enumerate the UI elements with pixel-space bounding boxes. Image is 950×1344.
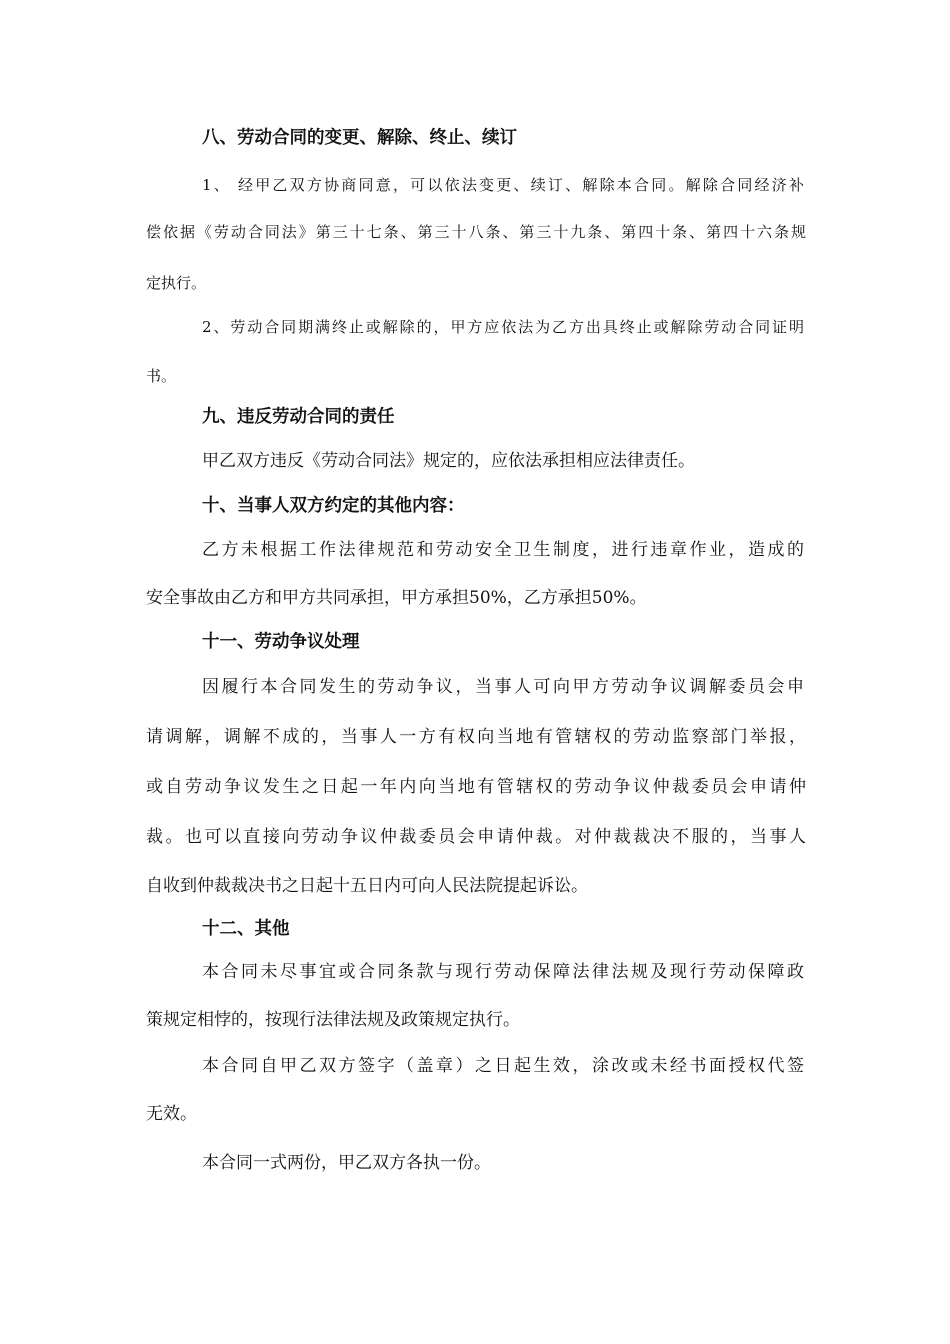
paragraph-line: 甲乙双方违反《劳动合同法》规定的，应依法承担相应法律责任。 — [202, 451, 695, 471]
section-heading: 十、当事人双方约定的其他内容： — [202, 496, 465, 516]
section-heading: 八、劳动合同的变更、解除、终止、续订 — [202, 128, 517, 148]
paragraph-line: 无效。 — [146, 1104, 197, 1124]
paragraph-line: 本合同自甲乙双方签字（盖章）之日起生效，涂改或未经书面授权代签 — [202, 1056, 804, 1076]
paragraph-line: 本合同一式两份，甲乙双方各执一份。 — [202, 1153, 491, 1173]
section-heading: 十二、其他 — [202, 919, 290, 939]
paragraph-line: 定执行。 — [146, 274, 207, 292]
paragraph-line: 1、 经甲乙双方协商同意，可以依法变更、续订、解除本合同。解除合同经济补 — [202, 176, 804, 194]
paragraph-line: 乙方未根据工作法律规范和劳动安全卫生制度，进行违章作业，造成的 — [202, 540, 804, 560]
paragraph-line: 策规定相悖的，按现行法律法规及政策规定执行。 — [146, 1010, 520, 1030]
paragraph-line: 或自劳动争议发生之日起一年内向当地有管辖权的劳动争议仲裁委员会申请仲 — [146, 777, 806, 797]
paragraph-line: 裁。也可以直接向劳动争议仲裁委员会申请仲裁。对仲裁裁决不服的，当事人 — [146, 827, 806, 847]
paragraph-line: 自收到仲裁裁决书之日起十五日内可向人民法院提起诉讼。 — [146, 876, 588, 896]
paragraph-line: 请调解，调解不成的，当事人一方有权向当地有管辖权的劳动监察部门举报， — [146, 727, 806, 747]
paragraph-line: 书。 — [146, 367, 177, 385]
paragraph-line: 2、劳动合同期满终止或解除的，甲方应依法为乙方出具终止或解除劳动合同证明 — [202, 318, 804, 336]
paragraph-line: 安全事故由乙方和甲方共同承担，甲方承担50%，乙方承担50%。 — [146, 588, 647, 608]
paragraph-line: 因履行本合同发生的劳动争议，当事人可向甲方劳动争议调解委员会申 — [202, 677, 804, 697]
paragraph-line: 偿依据《劳动合同法》第三十七条、第三十八条、第三十九条、第四十条、第四十六条规 — [146, 223, 806, 241]
section-heading: 十一、劳动争议处理 — [202, 632, 360, 652]
paragraph-line: 本合同未尽事宜或合同条款与现行劳动保障法律法规及现行劳动保障政 — [202, 962, 804, 982]
section-heading: 九、违反劳动合同的责任 — [202, 407, 395, 427]
